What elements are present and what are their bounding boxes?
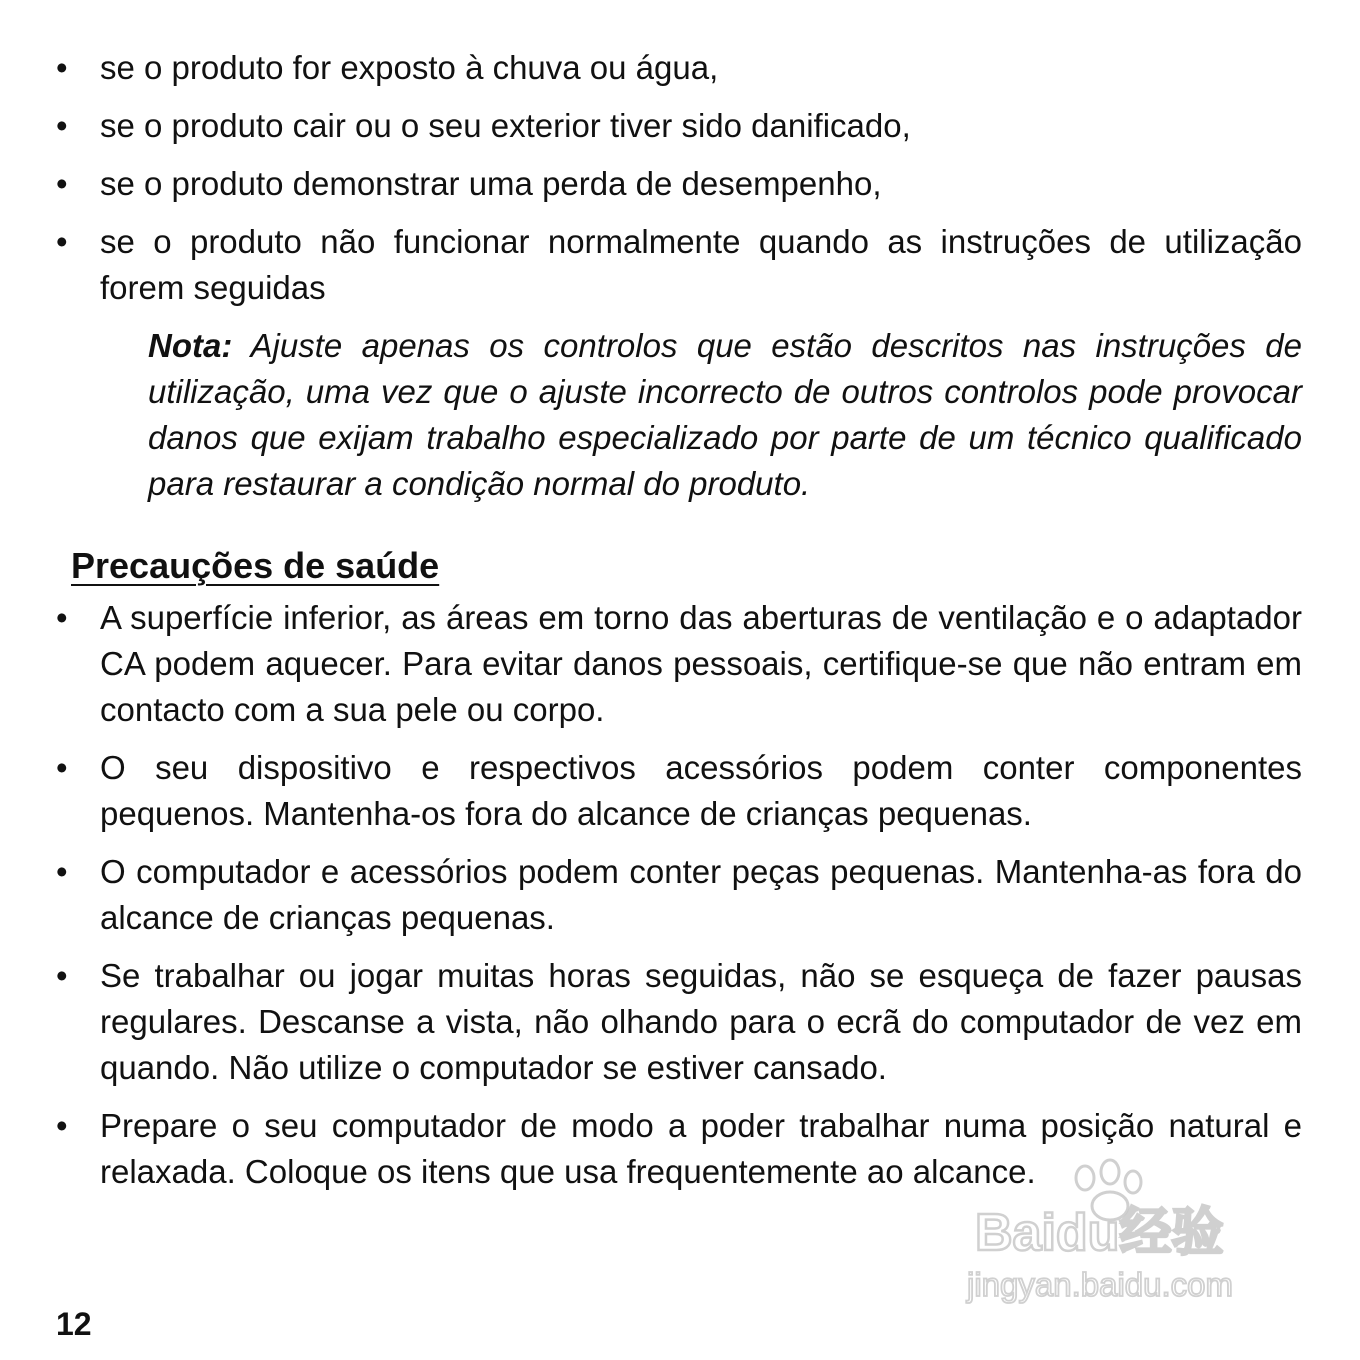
bullet-icon: • [56, 223, 68, 260]
list-item-text: se o produto for exposto à chuva ou água, [100, 49, 719, 86]
section-title: Precauções de saúde [71, 545, 440, 586]
bullet-icon: • [56, 599, 68, 636]
list-item [56, 745, 1302, 837]
note-paragraph [148, 323, 1302, 507]
bullet-icon: • [56, 749, 68, 786]
list-item [56, 103, 1302, 149]
bullet-icon: • [56, 49, 68, 86]
list-item [56, 1103, 1302, 1195]
list-item [56, 45, 1302, 91]
note-text: Ajuste apenas os controlos que estão descritos nas instruções de utilização, uma vez que o ajuste incorrecto de outros controlos pode provocar danos que exijam trabalho especializado por parte de um técnico qualificado para restaurar a condição normal do produto. [148, 327, 1302, 502]
health-precautions-list [56, 595, 1302, 1207]
list-item [56, 849, 1302, 941]
list-item-text: se o produto demonstrar uma perda de desempenho, [100, 165, 882, 202]
watermark-brand: Baidu经验 [975, 1204, 1224, 1262]
bullet-icon: • [56, 107, 68, 144]
list-item [56, 953, 1302, 1091]
list-item-text: O computador e acessórios podem conter peças pequenas. Mantenha-as fora do alcance de crianças pequenas. [100, 853, 1302, 936]
list-item-text: se o produto cair ou o seu exterior tiver sido danificado, [100, 107, 911, 144]
list-item [56, 161, 1302, 207]
list-item-text: O seu dispositivo e respectivos acessórios podem conter componentes pequenos. Mantenha-os fora do alcance de crianças pequenas. [100, 749, 1302, 832]
bullet-icon: • [56, 957, 68, 994]
watermark-url: jingyan.baidu.com [967, 1266, 1233, 1303]
list-item-text: Se trabalhar ou jogar muitas horas seguidas, não se esqueça de fazer pausas regulares. Descanse a vista, não olhando para o ecrã do computador de vez em quando. Não utilize o computador se estiver cansado. [100, 957, 1302, 1086]
page-number: 12 [56, 1306, 92, 1342]
list-item-text: A superfície inferior, as áreas em torno das aberturas de ventilação e o adaptador CA podem aquecer. Para evitar danos pessoais, certifique-se que não entram em contacto com a sua pele ou corpo. [100, 599, 1302, 728]
list-item [56, 595, 1302, 733]
bullet-icon: • [56, 853, 68, 890]
note-label: Nota: [148, 327, 233, 364]
list-item [56, 219, 1302, 311]
conditions-list [56, 45, 1302, 323]
list-item-text: Prepare o seu computador de modo a poder trabalhar numa posição natural e relaxada. Coloque os itens que usa frequentemente ao alcance. [100, 1107, 1302, 1190]
bullet-icon: • [56, 165, 68, 202]
bullet-icon: • [56, 1107, 68, 1144]
list-item-text: se o produto não funcionar normalmente quando as instruções de utilização forem seguidas [100, 223, 1302, 306]
